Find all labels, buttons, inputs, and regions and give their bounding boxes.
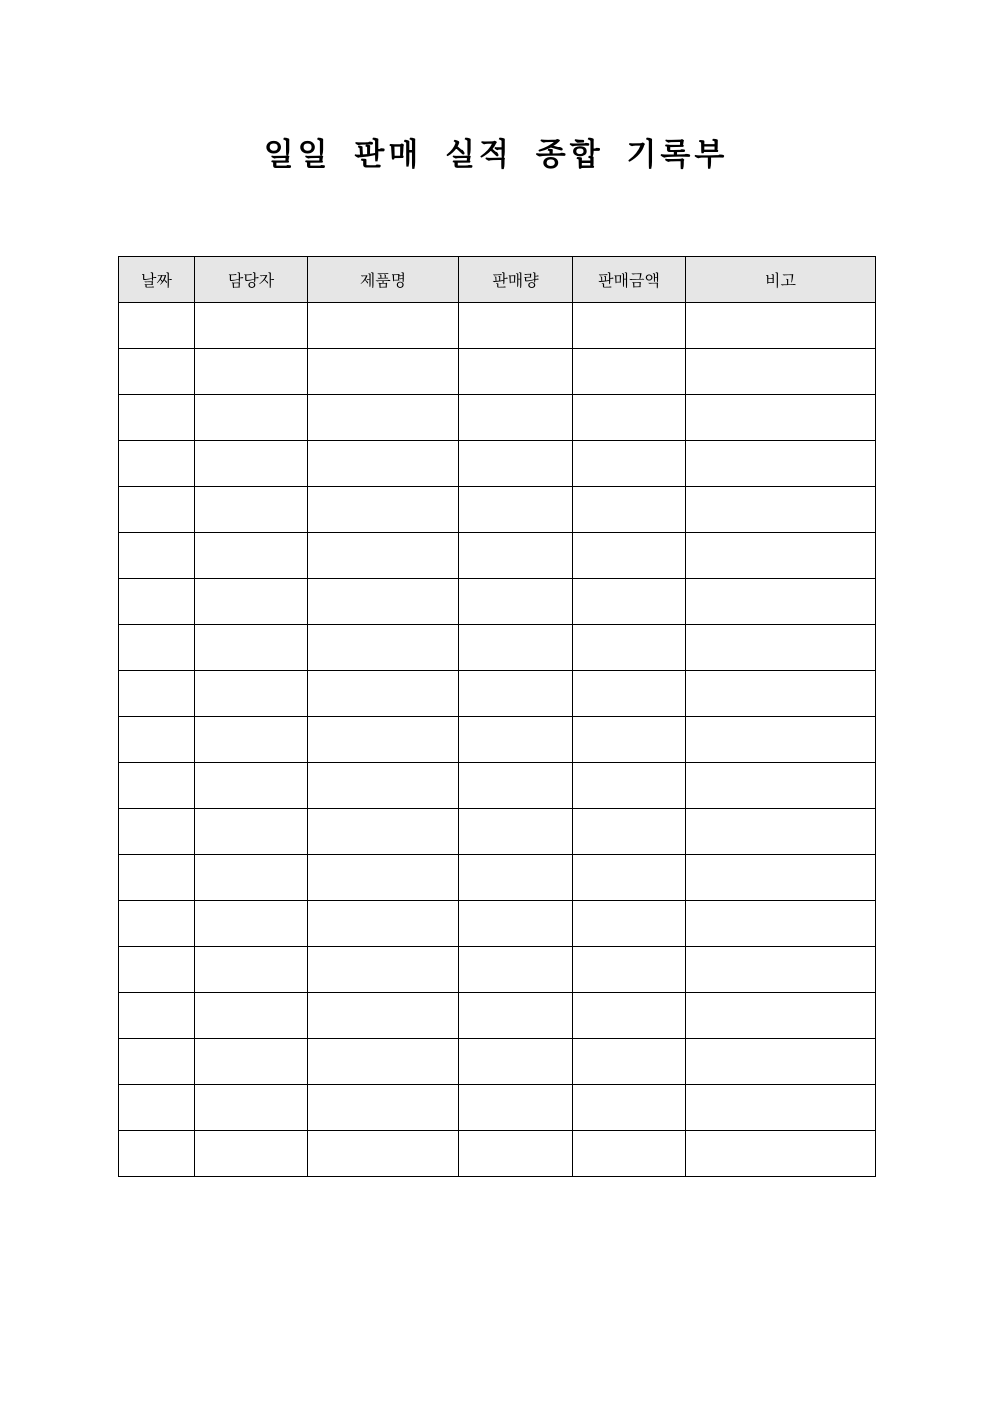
cell-date[interactable] — [119, 1039, 195, 1085]
cell-sales-amount[interactable] — [573, 1039, 686, 1085]
cell-sales-amount[interactable] — [573, 671, 686, 717]
cell-manager[interactable] — [195, 993, 308, 1039]
cell-date[interactable] — [119, 579, 195, 625]
cell-remarks[interactable] — [686, 303, 876, 349]
cell-product-name[interactable] — [308, 1039, 459, 1085]
cell-manager[interactable] — [195, 809, 308, 855]
cell-remarks[interactable] — [686, 671, 876, 717]
cell-sales-amount[interactable] — [573, 717, 686, 763]
cell-remarks[interactable] — [686, 1131, 876, 1177]
cell-sales-amount[interactable] — [573, 441, 686, 487]
cell-product-name[interactable] — [308, 349, 459, 395]
table-row — [119, 763, 876, 809]
cell-date[interactable] — [119, 947, 195, 993]
cell-date[interactable] — [119, 717, 195, 763]
cell-product-name[interactable] — [308, 763, 459, 809]
cell-sales-quantity[interactable] — [459, 1131, 573, 1177]
cell-date[interactable] — [119, 441, 195, 487]
cell-remarks[interactable] — [686, 625, 876, 671]
cell-sales-amount[interactable] — [573, 303, 686, 349]
cell-product-name[interactable] — [308, 487, 459, 533]
cell-sales-amount[interactable] — [573, 763, 686, 809]
table-row — [119, 395, 876, 441]
cell-remarks[interactable] — [686, 1085, 876, 1131]
cell-sales-quantity[interactable] — [459, 395, 573, 441]
cell-sales-amount[interactable] — [573, 855, 686, 901]
cell-product-name[interactable] — [308, 303, 459, 349]
cell-manager[interactable] — [195, 579, 308, 625]
cell-manager[interactable] — [195, 533, 308, 579]
table-row — [119, 441, 876, 487]
cell-product-name[interactable] — [308, 579, 459, 625]
cell-date[interactable] — [119, 349, 195, 395]
cell-date[interactable] — [119, 303, 195, 349]
cell-date[interactable] — [119, 855, 195, 901]
cell-date[interactable] — [119, 1131, 195, 1177]
cell-sales-quantity[interactable] — [459, 303, 573, 349]
table-header-row — [119, 257, 876, 303]
cell-sales-amount[interactable] — [573, 579, 686, 625]
cell-product-name[interactable] — [308, 993, 459, 1039]
cell-date[interactable] — [119, 625, 195, 671]
cell-remarks[interactable] — [686, 579, 876, 625]
cell-date[interactable] — [119, 901, 195, 947]
cell-date[interactable] — [119, 487, 195, 533]
table-row — [119, 533, 876, 579]
cell-sales-quantity[interactable] — [459, 993, 573, 1039]
cell-sales-quantity[interactable] — [459, 625, 573, 671]
cell-sales-quantity[interactable] — [459, 947, 573, 993]
cell-manager[interactable] — [195, 947, 308, 993]
cell-product-name[interactable] — [308, 625, 459, 671]
table-row — [119, 303, 876, 349]
cell-sales-quantity[interactable] — [459, 349, 573, 395]
cell-sales-quantity[interactable] — [459, 901, 573, 947]
header-manager: 담당자 — [195, 257, 308, 303]
cell-sales-quantity[interactable] — [459, 809, 573, 855]
cell-manager[interactable] — [195, 671, 308, 717]
table-row — [119, 671, 876, 717]
cell-remarks[interactable] — [686, 533, 876, 579]
cell-remarks[interactable] — [686, 487, 876, 533]
cell-remarks[interactable] — [686, 993, 876, 1039]
sales-log-table — [118, 256, 876, 1177]
cell-sales-amount[interactable] — [573, 349, 686, 395]
cell-sales-quantity[interactable] — [459, 1039, 573, 1085]
table-row — [119, 349, 876, 395]
cell-manager[interactable] — [195, 1085, 308, 1131]
cell-sales-quantity[interactable] — [459, 579, 573, 625]
cell-sales-amount[interactable] — [573, 487, 686, 533]
cell-remarks[interactable] — [686, 349, 876, 395]
cell-date[interactable] — [119, 533, 195, 579]
cell-date[interactable] — [119, 993, 195, 1039]
cell-manager[interactable] — [195, 395, 308, 441]
cell-date[interactable] — [119, 671, 195, 717]
table-body — [119, 303, 876, 1177]
table-row — [119, 1085, 876, 1131]
cell-sales-quantity[interactable] — [459, 671, 573, 717]
table-row — [119, 487, 876, 533]
cell-sales-amount[interactable] — [573, 625, 686, 671]
cell-sales-quantity[interactable] — [459, 533, 573, 579]
cell-sales-amount[interactable] — [573, 395, 686, 441]
cell-sales-amount[interactable] — [573, 901, 686, 947]
cell-sales-amount[interactable] — [573, 993, 686, 1039]
cell-remarks[interactable] — [686, 1039, 876, 1085]
cell-remarks[interactable] — [686, 855, 876, 901]
cell-sales-quantity[interactable] — [459, 1085, 573, 1131]
page-title: 일일 판매 실적 종합 기록부 — [263, 137, 729, 173]
table-row — [119, 1039, 876, 1085]
cell-sales-amount[interactable] — [573, 809, 686, 855]
cell-date[interactable] — [119, 1085, 195, 1131]
cell-manager[interactable] — [195, 625, 308, 671]
cell-manager[interactable] — [195, 855, 308, 901]
cell-remarks[interactable] — [686, 809, 876, 855]
header-sales-amount: 판매금액 — [573, 257, 686, 303]
header-sales-quantity: 판매량 — [459, 257, 573, 303]
cell-product-name[interactable] — [308, 395, 459, 441]
cell-manager[interactable] — [195, 1131, 308, 1177]
table-row — [119, 993, 876, 1039]
table-row — [119, 625, 876, 671]
table-row — [119, 579, 876, 625]
cell-remarks[interactable] — [686, 717, 876, 763]
cell-sales-amount[interactable] — [573, 1131, 686, 1177]
cell-sales-quantity[interactable] — [459, 855, 573, 901]
cell-product-name[interactable] — [308, 533, 459, 579]
cell-date[interactable] — [119, 809, 195, 855]
cell-remarks[interactable] — [686, 901, 876, 947]
header-remarks: 비고 — [686, 257, 876, 303]
cell-product-name[interactable] — [308, 809, 459, 855]
cell-product-name[interactable] — [308, 717, 459, 763]
cell-manager[interactable] — [195, 303, 308, 349]
cell-product-name[interactable] — [308, 901, 459, 947]
cell-remarks[interactable] — [686, 441, 876, 487]
cell-sales-amount[interactable] — [573, 947, 686, 993]
cell-remarks[interactable] — [686, 763, 876, 809]
header-date: 날짜 — [119, 257, 195, 303]
cell-date[interactable] — [119, 763, 195, 809]
header-product-name: 제품명 — [308, 257, 459, 303]
cell-date[interactable] — [119, 395, 195, 441]
cell-remarks[interactable] — [686, 395, 876, 441]
cell-manager[interactable] — [195, 901, 308, 947]
cell-product-name[interactable] — [308, 441, 459, 487]
cell-product-name[interactable] — [308, 1131, 459, 1177]
cell-manager[interactable] — [195, 349, 308, 395]
cell-sales-amount[interactable] — [573, 533, 686, 579]
cell-sales-amount[interactable] — [573, 1085, 686, 1131]
table-row — [119, 809, 876, 855]
cell-manager[interactable] — [195, 763, 308, 809]
cell-manager[interactable] — [195, 1039, 308, 1085]
cell-sales-quantity[interactable] — [459, 763, 573, 809]
cell-product-name[interactable] — [308, 855, 459, 901]
table-row — [119, 855, 876, 901]
table-row — [119, 901, 876, 947]
table-row — [119, 717, 876, 763]
table-row — [119, 947, 876, 993]
cell-product-name[interactable] — [308, 947, 459, 993]
cell-manager[interactable] — [195, 487, 308, 533]
cell-remarks[interactable] — [686, 947, 876, 993]
cell-product-name[interactable] — [308, 1085, 459, 1131]
table-row — [119, 1131, 876, 1177]
cell-manager[interactable] — [195, 441, 308, 487]
cell-product-name[interactable] — [308, 671, 459, 717]
cell-sales-quantity[interactable] — [459, 441, 573, 487]
cell-sales-quantity[interactable] — [459, 717, 573, 763]
cell-manager[interactable] — [195, 717, 308, 763]
cell-sales-quantity[interactable] — [459, 487, 573, 533]
